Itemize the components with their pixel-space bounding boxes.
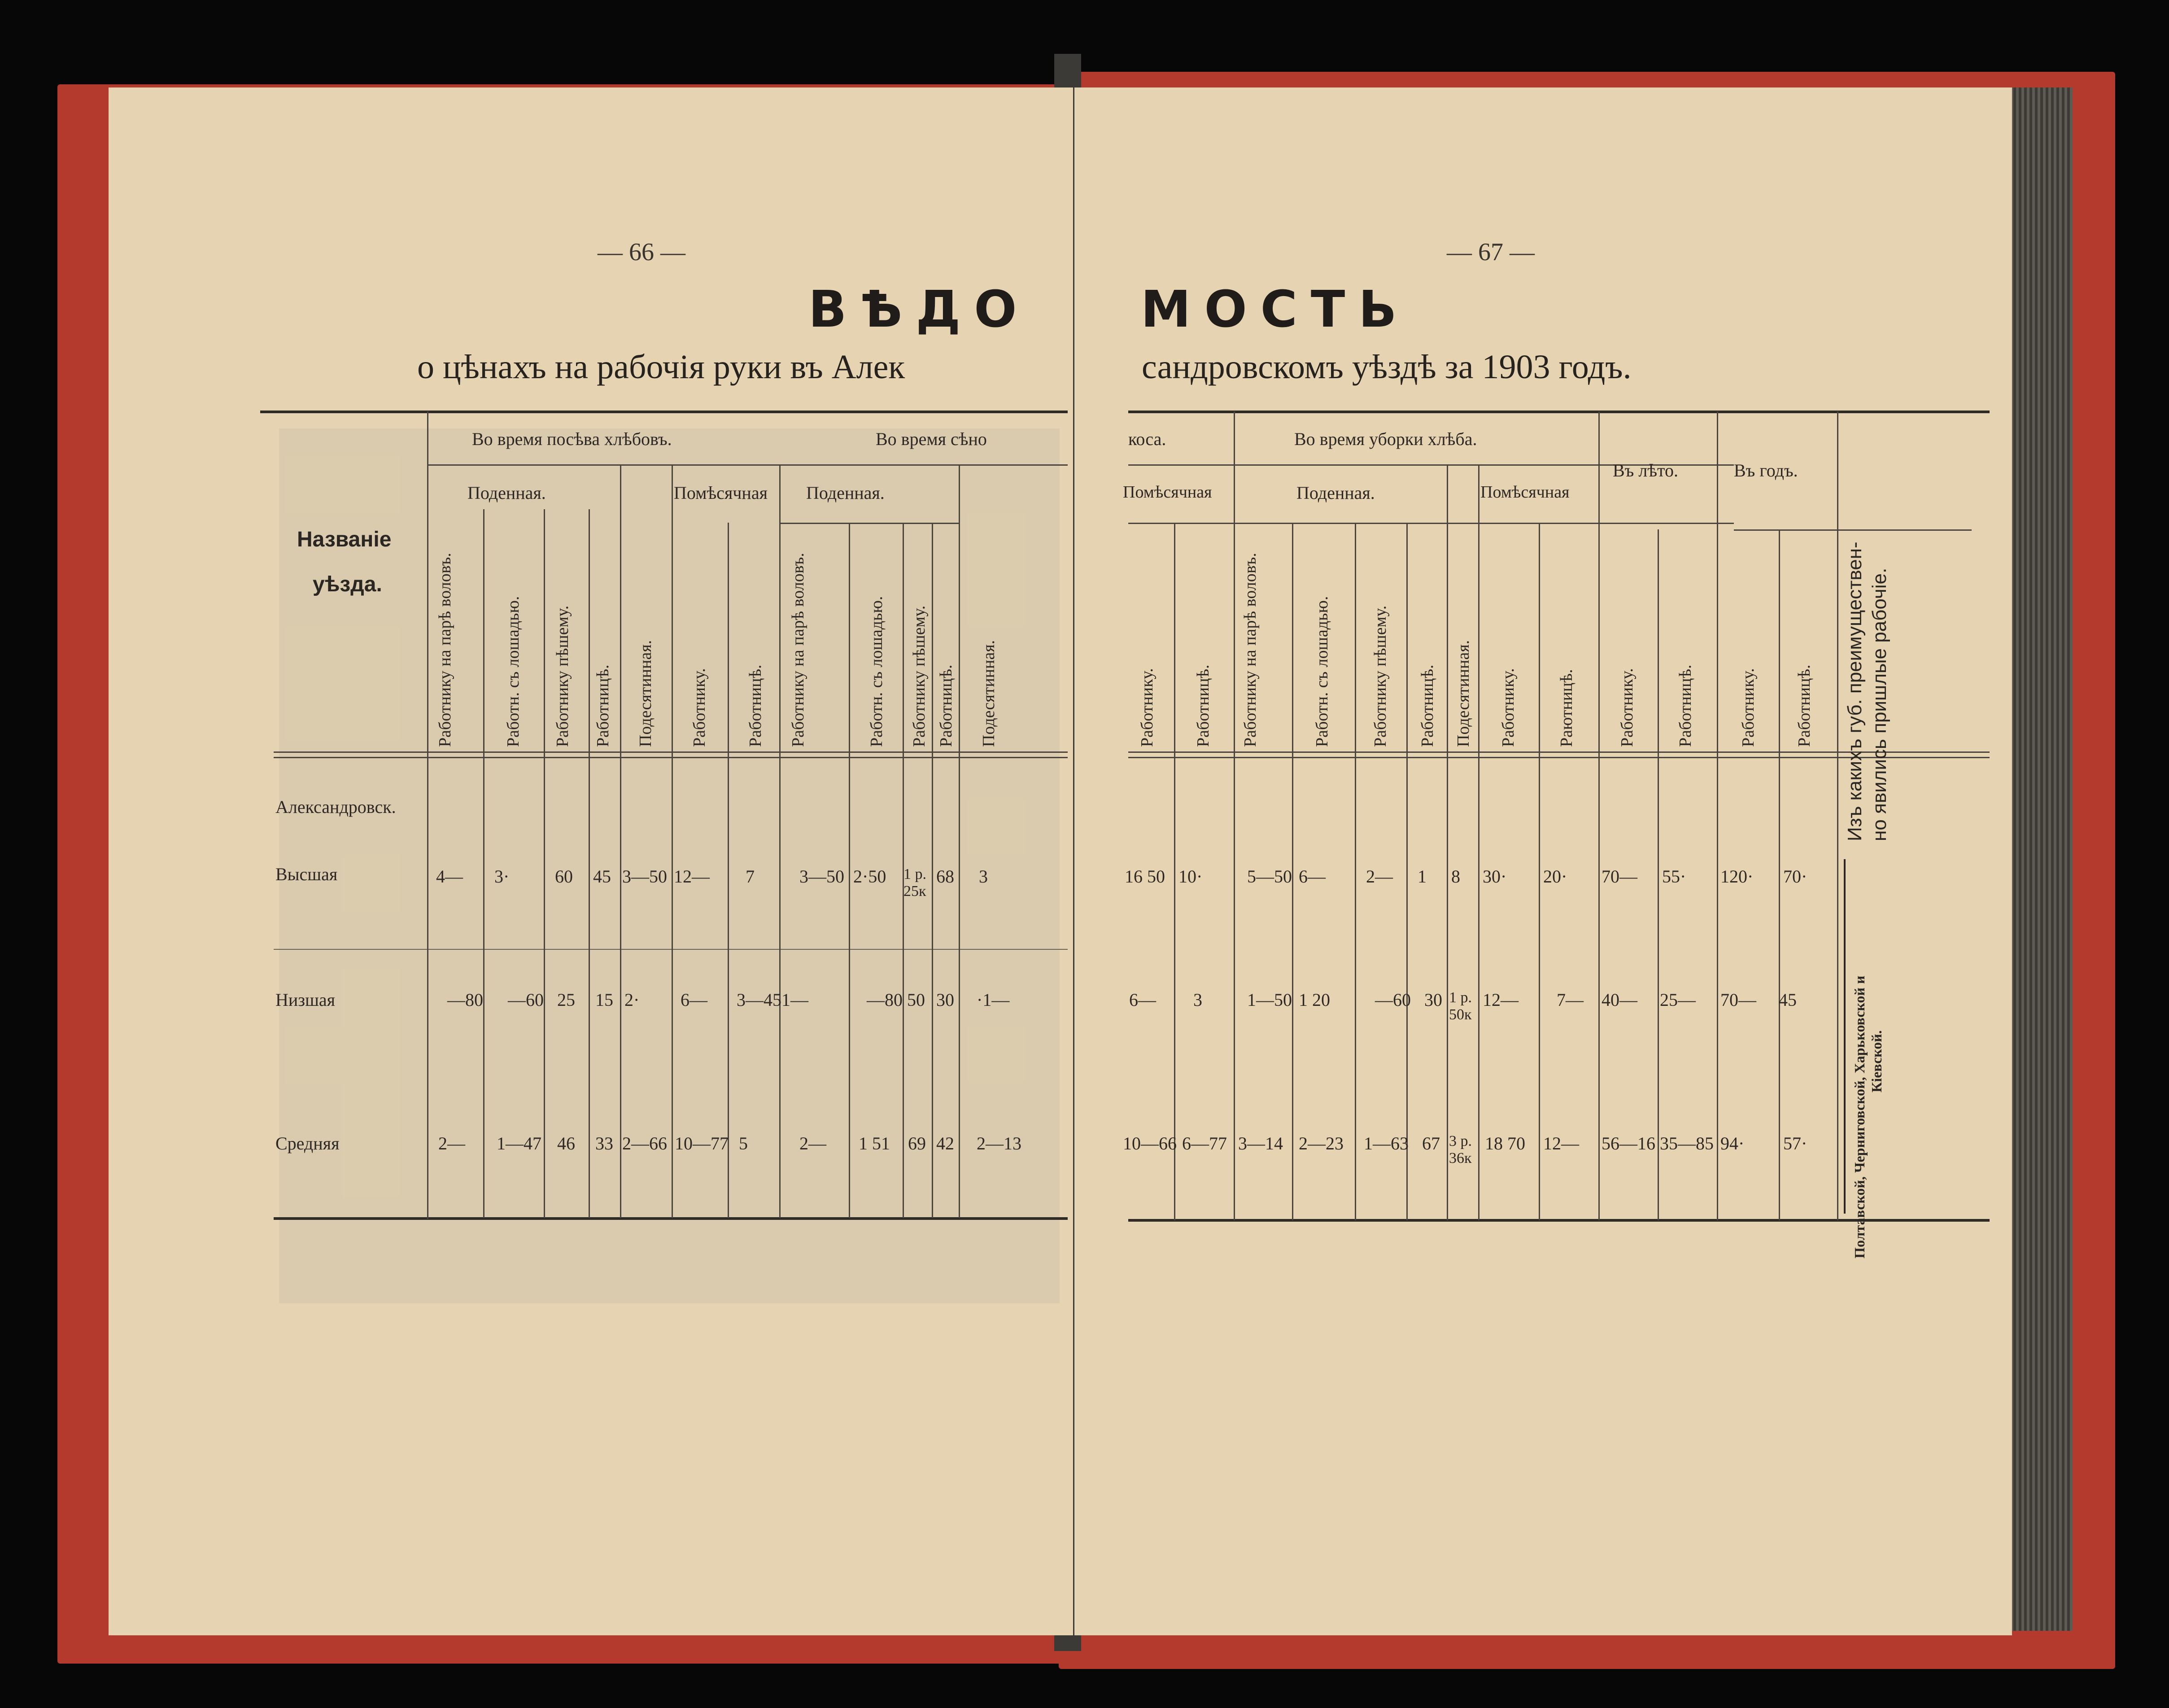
cell: 1 51 bbox=[859, 1133, 890, 1153]
col-line bbox=[1292, 523, 1293, 1220]
col-line bbox=[1234, 411, 1235, 1220]
col-line bbox=[1598, 411, 1600, 1220]
row-label: Низшая bbox=[275, 990, 336, 1010]
cell: 2— bbox=[799, 1133, 826, 1153]
col-header: Работницѣ. bbox=[1418, 664, 1437, 747]
origin-header-line2: но явились пришлые рабочіе. bbox=[1868, 568, 1890, 841]
cell: 12— bbox=[1483, 990, 1519, 1010]
cell: 10—66 bbox=[1123, 1133, 1177, 1153]
cell: 12— bbox=[674, 866, 710, 887]
cell: 1 р. 50к bbox=[1449, 989, 1472, 1023]
district-header-line2: уѣзда. bbox=[313, 572, 382, 596]
cell: 69 bbox=[908, 1133, 926, 1153]
cell: 6— bbox=[681, 990, 707, 1010]
cell: 46 bbox=[557, 1133, 575, 1153]
origin-note-line1: Полтавской, Черниговской, Харьковской и bbox=[1851, 975, 1868, 1258]
cell: 35—85 bbox=[1660, 1133, 1714, 1153]
cell: 56—16 bbox=[1602, 1133, 1655, 1153]
col-header: Работницѣ. bbox=[937, 664, 956, 747]
cell: 55· bbox=[1662, 866, 1686, 887]
col-line bbox=[620, 464, 621, 1218]
col-line bbox=[728, 523, 729, 1218]
cell: 30 bbox=[1424, 990, 1442, 1010]
cell: 25— bbox=[1660, 990, 1696, 1010]
page-number-left: — 66 — bbox=[598, 238, 685, 266]
kosa-monthly-header: Помѣсячная bbox=[1123, 483, 1212, 502]
cell: 5 bbox=[739, 1133, 748, 1153]
group-line bbox=[427, 464, 1068, 466]
cell: 3 р. 36к bbox=[1449, 1133, 1472, 1166]
col-line bbox=[672, 464, 673, 1218]
col-header: Работнику. bbox=[1739, 668, 1758, 747]
col-line bbox=[1837, 411, 1838, 1220]
row-label: Высшая bbox=[275, 864, 338, 884]
kosa-header: коса. bbox=[1128, 429, 1166, 449]
harvest-header: Во время уборки хлѣба. bbox=[1294, 429, 1477, 449]
summer-header: Въ лѣто. bbox=[1613, 460, 1678, 481]
table-bottom-rule bbox=[274, 1217, 1068, 1220]
col-header: Работницѣ. bbox=[1194, 664, 1213, 747]
cell: 50 bbox=[907, 990, 925, 1010]
cell: 60 bbox=[555, 866, 573, 887]
origin-header-line1: Изъ какихъ губ. преимуществен- bbox=[1844, 542, 1866, 841]
cell: 33 bbox=[595, 1133, 613, 1153]
cell: 15 bbox=[595, 990, 613, 1010]
title-right: МОСТЬ bbox=[1141, 280, 1410, 339]
col-line bbox=[932, 523, 933, 1218]
sowing-daily-header: Поденная. bbox=[467, 483, 546, 503]
cell: ·1— bbox=[977, 990, 1010, 1010]
cell: 16 50 bbox=[1125, 866, 1165, 887]
col-line bbox=[1174, 523, 1175, 1220]
right-page bbox=[1074, 87, 2012, 1635]
cell: 1 р. 25к bbox=[903, 866, 926, 900]
cell: 2— bbox=[438, 1133, 465, 1153]
cell: 3· bbox=[494, 866, 510, 887]
cell: 7— bbox=[1557, 990, 1584, 1010]
cell: 2—66 bbox=[622, 1133, 667, 1153]
cell: —80 bbox=[447, 990, 483, 1010]
col-header: Работницѣ. bbox=[746, 664, 765, 747]
cell: 3—50 bbox=[622, 866, 667, 887]
col-header: Работнику. bbox=[690, 668, 709, 747]
cell: 8 bbox=[1451, 866, 1460, 887]
sowing-monthly-header: Помѣсячная bbox=[674, 483, 768, 503]
col-line bbox=[483, 509, 484, 1218]
col-header: Работнику пѣшему. bbox=[553, 605, 572, 747]
cell: 30 bbox=[936, 990, 954, 1010]
col-line bbox=[1406, 523, 1408, 1220]
col-header: Работнику. bbox=[1618, 668, 1637, 747]
header-bottom-line-2 bbox=[274, 757, 1068, 758]
page-number-right: — 67 — bbox=[1447, 238, 1535, 266]
cell: 3—50 bbox=[799, 866, 844, 887]
row-line bbox=[274, 949, 1068, 950]
col-line bbox=[959, 464, 960, 1218]
year-header: Въ годъ. bbox=[1734, 460, 1798, 481]
cell: 18 70 bbox=[1485, 1133, 1525, 1153]
subgroup-line bbox=[1128, 523, 1734, 524]
header-bottom-line bbox=[274, 751, 1068, 753]
cell: 1—63 bbox=[1364, 1133, 1409, 1153]
cell: 30· bbox=[1483, 866, 1507, 887]
col-header: Раютницѣ. bbox=[1557, 669, 1576, 747]
sowing-header: Во время посѣва хлѣбовъ. bbox=[472, 429, 672, 449]
cell: 2—13 bbox=[977, 1133, 1021, 1153]
col-header: Работницѣ. bbox=[1676, 664, 1695, 747]
subtitle-right: сандровскомъ уѣздѣ за 1903 годъ. bbox=[1142, 348, 1632, 386]
col-line bbox=[1717, 411, 1718, 1220]
col-line bbox=[544, 509, 545, 1218]
cell: 70· bbox=[1783, 866, 1807, 887]
cell: 7 bbox=[746, 866, 755, 887]
cell: —80 bbox=[867, 990, 903, 1010]
col-header: Работницѣ. bbox=[1795, 664, 1814, 747]
col-line bbox=[427, 411, 428, 1219]
table-top-rule bbox=[260, 411, 1068, 413]
subgroup-line bbox=[1734, 529, 1972, 531]
title-left: ВѢДО bbox=[808, 280, 1030, 339]
cell: 2· bbox=[624, 990, 640, 1010]
col-line bbox=[1779, 529, 1780, 1220]
cell: 120· bbox=[1720, 866, 1754, 887]
row-label: Средняя bbox=[275, 1133, 340, 1153]
col-header: Подесятинная. bbox=[1454, 640, 1473, 747]
col-header: Работн. съ лошадью. bbox=[1313, 596, 1331, 747]
cell: 57· bbox=[1783, 1133, 1807, 1153]
col-line bbox=[1539, 523, 1540, 1220]
cell: 3—45 bbox=[737, 990, 781, 1010]
cell: 70— bbox=[1720, 990, 1756, 1010]
cell: 70— bbox=[1602, 866, 1637, 887]
cell: 45 bbox=[593, 866, 611, 887]
cell: 10· bbox=[1178, 866, 1203, 887]
cell: 5—50 bbox=[1247, 866, 1292, 887]
origin-brace bbox=[1844, 859, 1846, 1214]
col-line bbox=[1447, 464, 1448, 1220]
col-line bbox=[1355, 523, 1356, 1220]
col-line bbox=[779, 464, 781, 1218]
cell: 10—77 bbox=[675, 1133, 729, 1153]
col-line bbox=[589, 509, 590, 1218]
row-label: Александровск. bbox=[275, 797, 396, 817]
col-line bbox=[849, 523, 850, 1218]
col-header: Работнику. bbox=[1138, 668, 1157, 747]
page-edges bbox=[2005, 87, 2073, 1631]
col-header: Работнику на парѣ воловъ. bbox=[789, 553, 807, 747]
cell: —60 bbox=[1375, 990, 1411, 1010]
cell: 68 bbox=[936, 866, 954, 887]
origin-note-line2: Кіевской. bbox=[1868, 1030, 1885, 1092]
col-header: Работнику. bbox=[1499, 668, 1518, 747]
col-header: Работн. съ лошадью. bbox=[867, 596, 886, 747]
col-header: Работнику на парѣ воловъ. bbox=[1241, 553, 1260, 747]
cell: —60 bbox=[508, 990, 544, 1010]
cell: 3 bbox=[979, 866, 988, 887]
hay-daily-header: Поденная. bbox=[806, 483, 885, 503]
cell: 25 bbox=[557, 990, 575, 1010]
district-header-line1: Названіе bbox=[297, 528, 392, 551]
cell: 6— bbox=[1299, 866, 1326, 887]
cell: 94· bbox=[1720, 1133, 1745, 1153]
cell: 6—77 bbox=[1182, 1133, 1227, 1153]
cell: 1 bbox=[1418, 866, 1427, 887]
cell: 40— bbox=[1602, 990, 1637, 1010]
hay-header: Во время сѣно bbox=[876, 429, 987, 449]
col-header: Подесятинная. bbox=[636, 640, 655, 747]
cell: 6— bbox=[1129, 990, 1156, 1010]
col-header: Работнику пѣшему. bbox=[910, 605, 929, 747]
col-line bbox=[1478, 464, 1479, 1220]
cell: 1—50 bbox=[1247, 990, 1292, 1010]
cell: 12— bbox=[1543, 1133, 1579, 1153]
cell: 3—14 bbox=[1238, 1133, 1283, 1153]
cell: 20· bbox=[1543, 866, 1567, 887]
col-line bbox=[1658, 529, 1659, 1220]
cell: 1—47 bbox=[497, 1133, 541, 1153]
col-header: Работнику на парѣ воловъ. bbox=[436, 553, 454, 747]
col-header: Работн. съ лошадью. bbox=[504, 596, 523, 747]
cell: 45 bbox=[1779, 990, 1797, 1010]
col-header: Работнику пѣшему. bbox=[1371, 605, 1390, 747]
table-top-rule bbox=[1128, 411, 1990, 413]
cell: 1 20 bbox=[1299, 990, 1330, 1010]
cell: 2—23 bbox=[1299, 1133, 1344, 1153]
cell: 4— bbox=[436, 866, 463, 887]
col-header: Подесятинная. bbox=[979, 640, 998, 747]
cell: 1— bbox=[781, 990, 808, 1010]
harvest-monthly-header: Помѣсячная bbox=[1480, 483, 1570, 502]
subtitle-left: о цѣнахъ на рабочія руки въ Алек bbox=[417, 348, 905, 386]
left-page bbox=[109, 87, 1073, 1635]
cell: 2·50 bbox=[853, 866, 886, 887]
col-header: Работницѣ. bbox=[594, 664, 612, 747]
harvest-daily-header: Поденная. bbox=[1296, 483, 1375, 503]
cell: 42 bbox=[936, 1133, 954, 1153]
cell: 3 bbox=[1193, 990, 1202, 1010]
cell: 2— bbox=[1366, 866, 1393, 887]
cell: 67 bbox=[1422, 1133, 1440, 1153]
